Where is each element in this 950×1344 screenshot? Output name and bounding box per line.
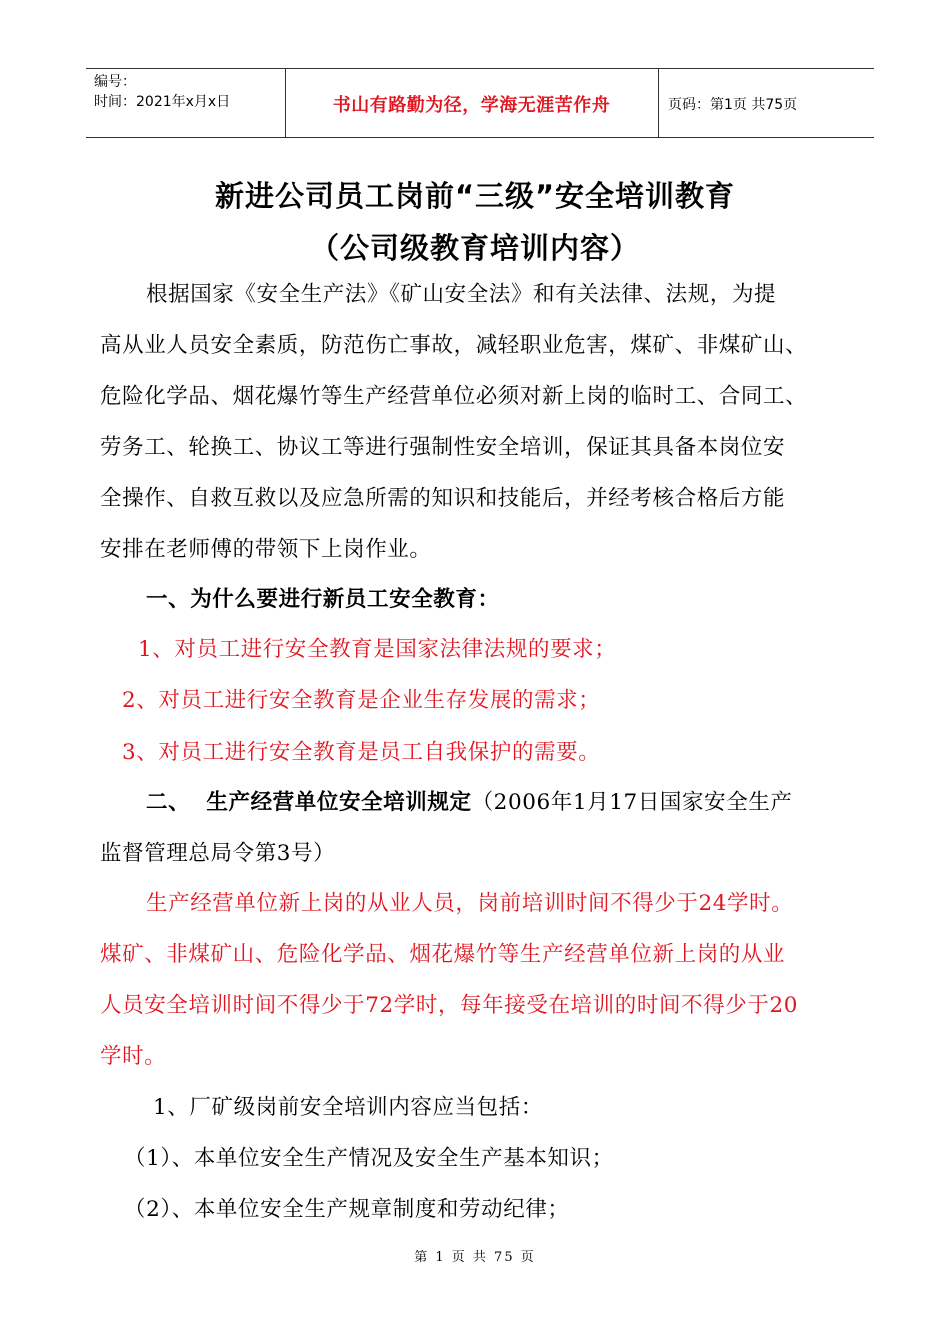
list-item: 1、对员工进行安全教育是国家法律法规的要求； (138, 637, 617, 662)
regulation-source-cont: 监督管理总局令第3号） (100, 841, 336, 866)
sub-list-item: （1）、本单位安全生产情况及安全生产基本知识； (124, 1146, 614, 1171)
document-subtitle: （公司级教育培训内容） (309, 231, 640, 265)
intro-line: 安排在老师傅的带领下上岗作业。 (100, 537, 432, 562)
header-page-label: 页码：第1页 共75页 (668, 97, 798, 113)
header-left-cell (94, 72, 230, 112)
intro-line: 危险化学品、烟花爆竹等生产经营单位必须对新上岗的临时工、合同工、 (100, 384, 808, 409)
training-hours-line: 学时。 (100, 1044, 167, 1069)
training-hours-line: 煤矿、非煤矿山、危险化学品、烟花爆竹等生产经营单位新上岗的从业 (100, 942, 786, 967)
document-number-label: 编号： (94, 74, 136, 90)
sub-list-item: （2）、本单位安全生产规章制度和劳动纪律； (124, 1197, 570, 1222)
document-title: 新进公司员工岗前“三级”安全培训教育 (214, 179, 736, 213)
training-hours-line: 人员安全培训时间不得少于72学时，每年接受在培训的时间不得少于20 (100, 993, 799, 1018)
section-heading: 二、 生产经营单位安全培训规定 (146, 790, 472, 815)
page-footer: 第 1 页 共 75 页 (414, 1250, 536, 1265)
list-item: 2、对员工进行安全教育是企业生存发展的需求； (122, 688, 601, 713)
document-time-label: 时间：2021年x月x日 (94, 94, 231, 110)
section-heading-line (146, 777, 793, 829)
header-motto: 书山有路勤为径，学海无涯苦作舟 (332, 95, 611, 116)
header-divider (658, 69, 659, 137)
intro-line: 根据国家《安全生产法》《矿山安全法》和有关法律、法规，为提 (146, 282, 777, 307)
intro-line: 高从业人员安全素质，防范伤亡事故，减轻职业危害，煤矿、非煤矿山、 (100, 333, 808, 358)
training-hours-line: 生产经营单位新上岗的从业人员，岗前培训时间不得少于24学时。 (146, 891, 794, 916)
regulation-source: （2006年1月17日国家安全生产 (471, 790, 793, 815)
intro-line: 全操作、自救互救以及应急所需的知识和技能后，并经考核合格后方能 (100, 486, 786, 511)
section-heading: 一、为什么要进行新员工安全教育： (146, 587, 500, 612)
intro-line: 劳务工、轮换工、协议工等进行强制性安全培训，保证其具备本岗位安 (100, 435, 786, 460)
list-item: 3、对员工进行安全教育是员工自我保护的需要。 (122, 740, 601, 765)
page-header (86, 68, 874, 138)
sub-heading: 1、厂矿级岗前安全培训内容应当包括： (153, 1095, 543, 1120)
